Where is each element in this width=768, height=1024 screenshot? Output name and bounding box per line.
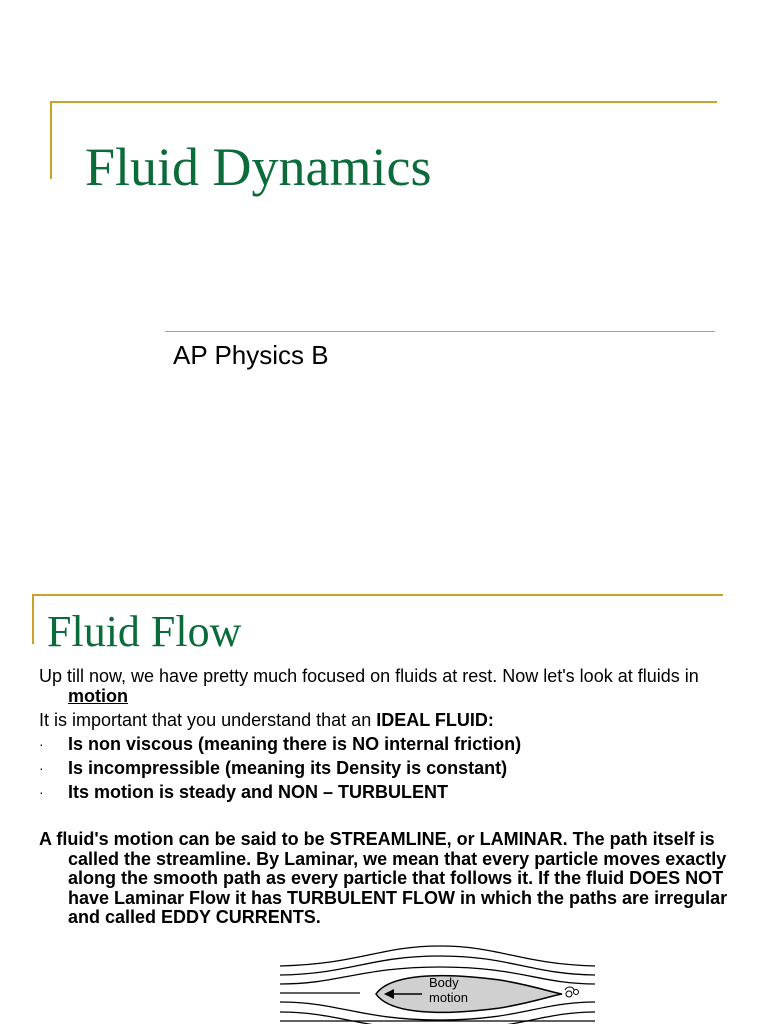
- list-item: [39, 782, 729, 802]
- slide-title: Fluid Dynamics: [85, 137, 432, 197]
- intro-text: Up till now, we have pretty much focused on fluids at rest. Now let's look at fluids in: [39, 666, 699, 686]
- bullet-marker: ·: [39, 736, 44, 752]
- slide-body: [39, 666, 729, 932]
- streamline-paragraph: [39, 830, 729, 928]
- streamline-diagram: [280, 940, 595, 1024]
- top-gold-rule: [50, 101, 717, 103]
- motion-emphasis: motion: [68, 686, 128, 706]
- bullet-marker: ·: [39, 760, 44, 776]
- left-gold-rule: [32, 594, 34, 644]
- ideal-fluid-paragraph: [39, 710, 729, 730]
- does-not-emphasis: DOES NOT: [629, 868, 724, 888]
- list-item: [39, 758, 729, 778]
- content-slide: [0, 580, 768, 1024]
- body-label-line1: Body: [429, 975, 459, 990]
- intro-paragraph: [39, 666, 729, 706]
- list-item: [39, 734, 729, 754]
- streamline-text-1: A fluid's motion can be said to be STREAMLINE, or LAMINAR. The path itself is called the streamline. By Laminar, we mean that every particle moves exactly along the smooth path as every particle that follows it. If the fluid: [39, 829, 727, 888]
- list-item-text: Its motion is steady and NON – TURBULENT: [68, 782, 449, 802]
- bullet-marker: ·: [39, 784, 44, 800]
- ideal-fluid-emphasis: IDEAL FLUID:: [376, 710, 494, 730]
- body-label-line2: motion: [429, 990, 469, 1005]
- eddy-current-icon: [565, 987, 579, 997]
- list-item-text: Is non viscous (meaning there is NO internal friction): [68, 734, 522, 754]
- list-item-text: Is incompressible (meaning its Density is constant): [68, 758, 508, 778]
- top-gold-rule: [32, 594, 723, 596]
- left-gold-rule: [50, 101, 52, 179]
- slide-subtitle: AP Physics B: [173, 340, 329, 370]
- subtitle-gold-rule: [165, 331, 715, 332]
- streamline-text-2: have Laminar Flow it has TURBULENT FLOW in which the paths are irregular and called EDDY CURRENTS.: [68, 887, 728, 927]
- slide-title: Fluid Flow: [47, 607, 242, 656]
- ideal-fluid-list: [39, 734, 729, 802]
- ideal-text: It is important that you understand that an: [39, 710, 377, 730]
